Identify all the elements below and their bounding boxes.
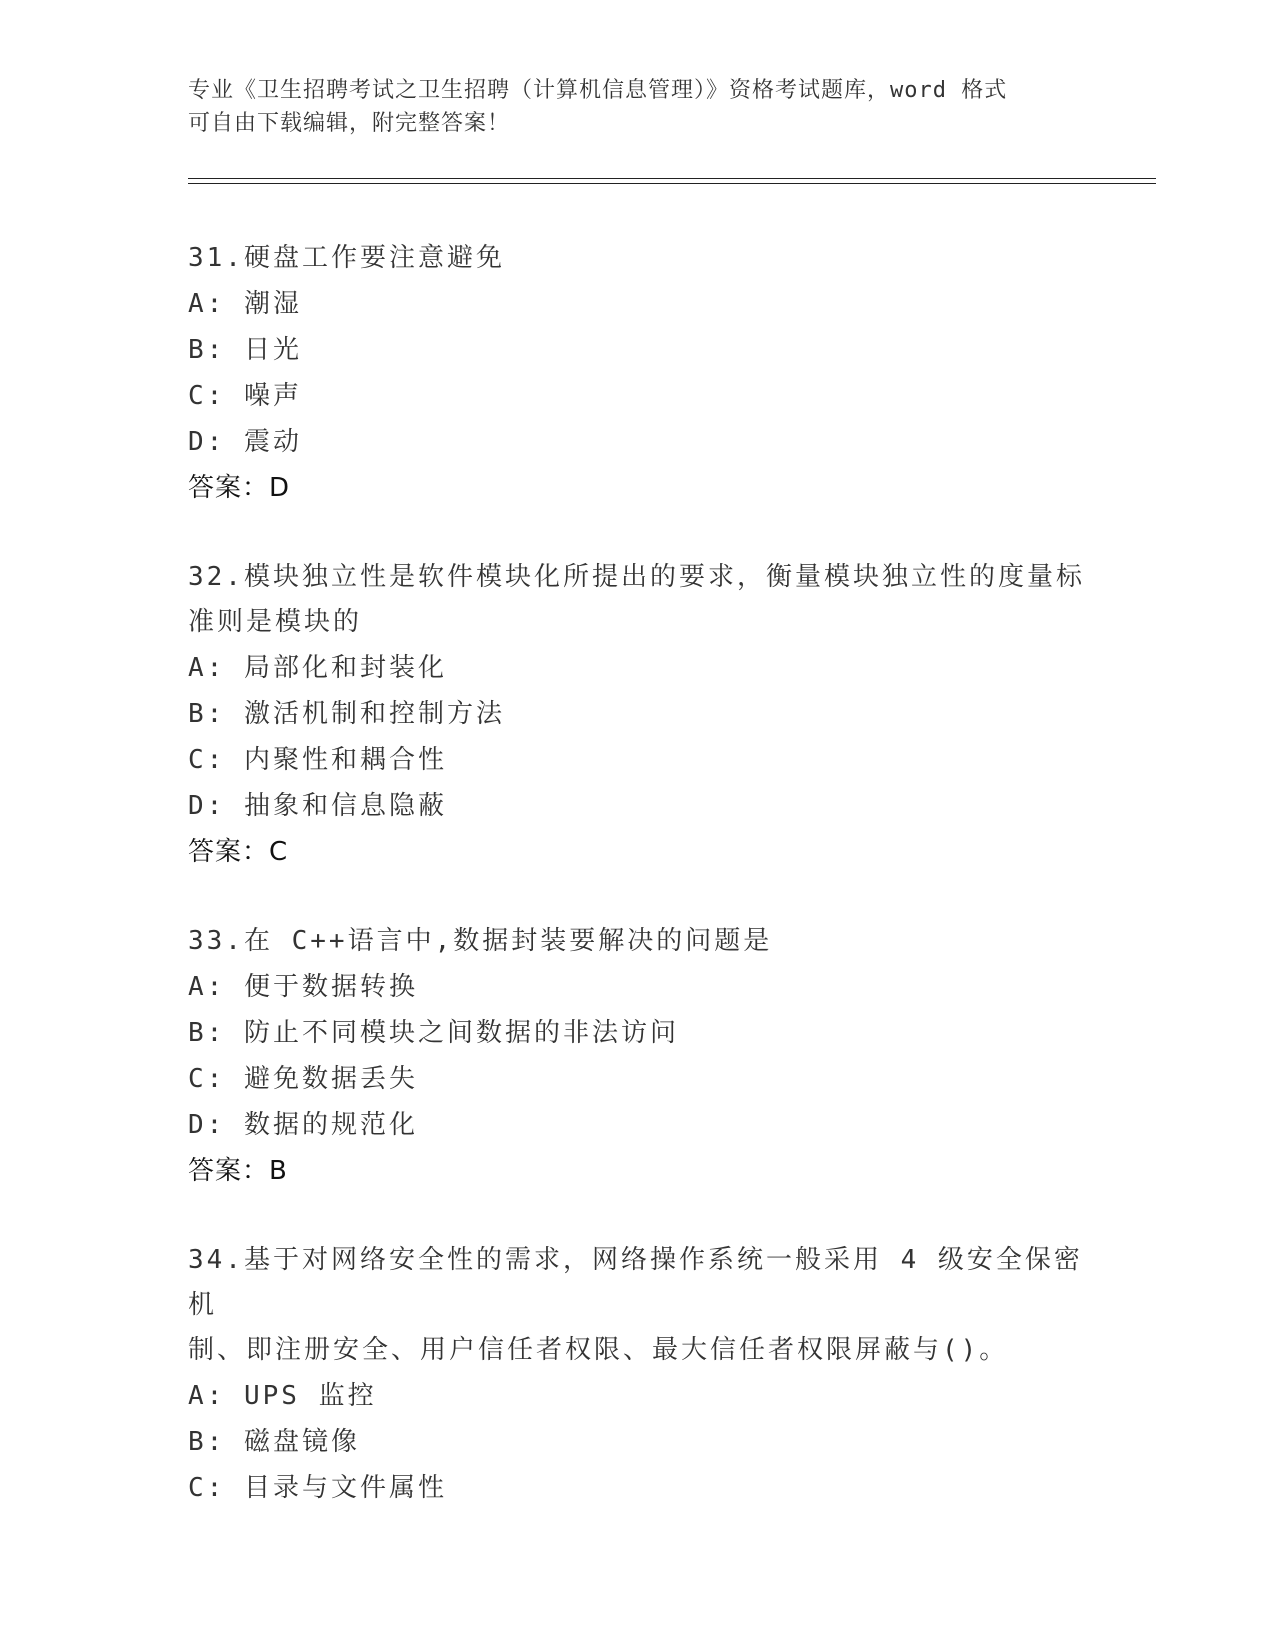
option-b: B: 磁盘镜像	[188, 1427, 360, 1457]
option-d: D: 数据的规范化	[188, 1110, 418, 1140]
option-b: B: 激活机制和控制方法	[188, 699, 505, 729]
option-a: A: 便于数据转换	[188, 972, 418, 1002]
question-text: 33.在 C++语言中,数据封装要解决的问题是	[188, 926, 773, 956]
option-b: B: 日光	[188, 335, 302, 365]
header-rule-top	[188, 178, 1156, 179]
option-c: C: 噪声	[188, 381, 302, 411]
question-text: 31.硬盘工作要注意避免	[188, 243, 505, 273]
question-33	[188, 919, 1088, 1194]
question-list	[188, 236, 1088, 1511]
question-32	[188, 555, 1088, 875]
option-d: D: 抽象和信息隐蔽	[188, 791, 447, 821]
question-spacer	[188, 511, 1088, 555]
answer: 答案：D	[188, 473, 291, 503]
header-rule-bottom	[188, 183, 1156, 184]
header-line-2: 可自由下载编辑，附完整答案！	[188, 111, 511, 136]
question-text-continued: 制、即注册安全、用户信任者权限、最大信任者权限屏蔽与()。	[188, 1335, 1009, 1365]
option-a: A: UPS 监控	[188, 1381, 377, 1411]
option-c: C: 内聚性和耦合性	[188, 745, 447, 775]
question-text-continued: 准则是模块的	[188, 607, 363, 637]
question-34	[188, 1238, 1088, 1511]
answer: 答案：B	[188, 1156, 288, 1186]
option-d: D: 震动	[188, 427, 302, 457]
option-c: C: 目录与文件属性	[188, 1473, 447, 1503]
option-b: B: 防止不同模块之间数据的非法访问	[188, 1018, 679, 1048]
question-text: 32.模块独立性是软件模块化所提出的要求，衡量模块独立性的度量标	[188, 562, 1085, 592]
question-spacer	[188, 875, 1088, 919]
question-31	[188, 236, 1088, 511]
option-a: A: 局部化和封装化	[188, 653, 447, 683]
header-line-1: 专业《卫生招聘考试之卫生招聘（计算机信息管理）》资格考试题库，word 格式	[188, 78, 1008, 103]
question-text: 34.基于对网络安全性的需求，网络操作系统一般采用 4 级安全保密机	[188, 1245, 1083, 1320]
document-header	[188, 74, 1088, 140]
answer: 答案：C	[188, 837, 289, 867]
option-c: C: 避免数据丢失	[188, 1064, 418, 1094]
question-spacer	[188, 1194, 1088, 1238]
option-a: A: 潮湿	[188, 289, 302, 319]
